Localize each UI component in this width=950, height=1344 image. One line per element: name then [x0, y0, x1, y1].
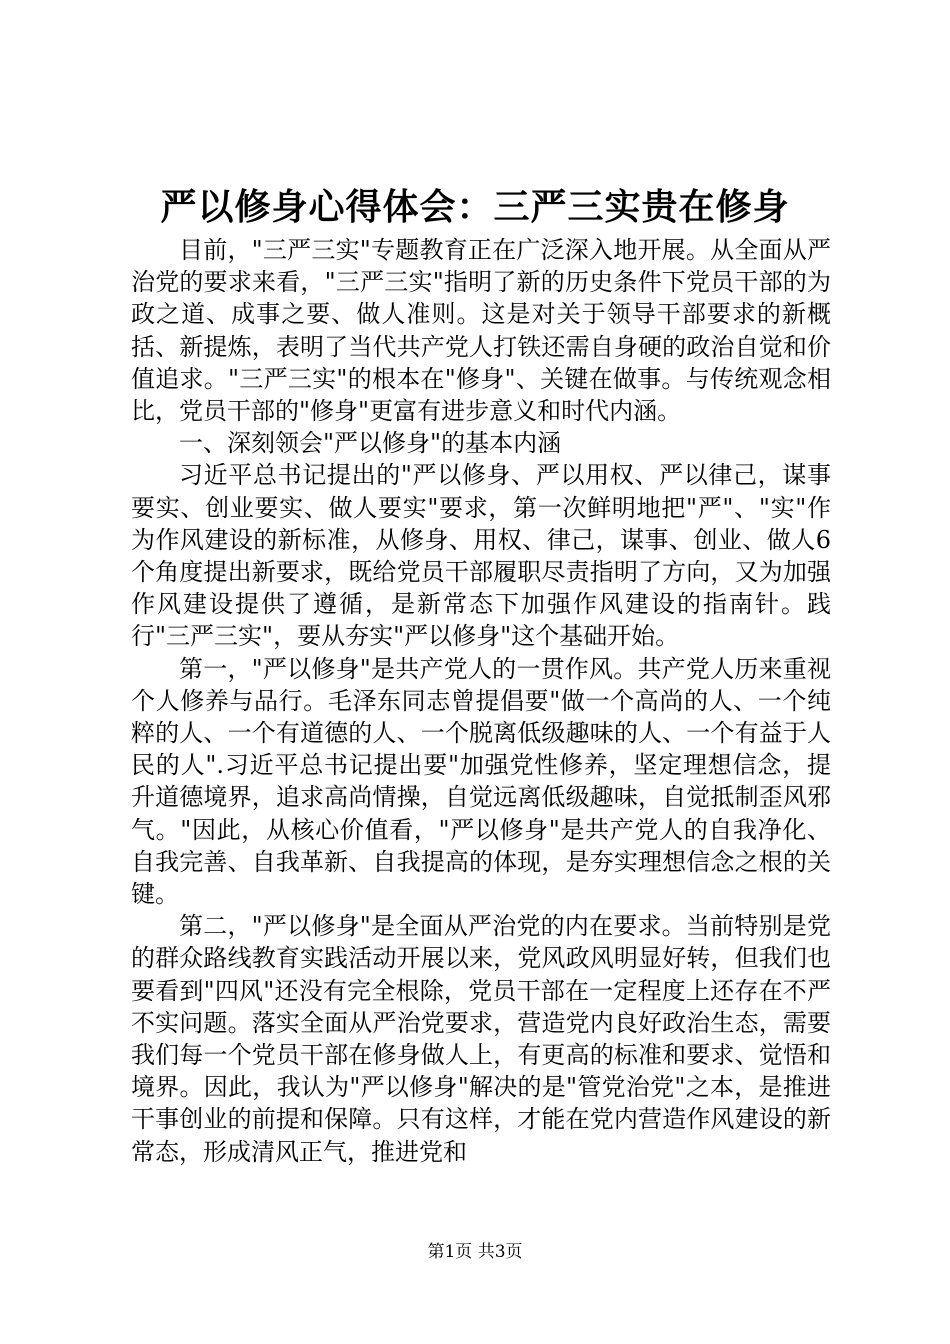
- document-body: [131, 234, 831, 1168]
- paragraph-second-point: 第二，"严以修身"是全面从严治党的内在要求。当前特别是党的群众路线教育实践活动开展以来，党风政风明显好转，但我们也要看到"四风"还没有完全根除，党员干部在一定程度上还存在不严不实问题。落实全面从严治党要求，营造党内良好政治生态，需要我们每一个党员干部在修身做人上，有更高的标准和要求、觉悟和境界。因此，我认为"严以修身"解决的是"管党治党"之本，是推进干事创业的前提和保障。只有这样，才能在党内营造作风建设的新常态，形成清风正气，推进党和: [131, 912, 831, 1166]
- document-title: 严以修身心得体会：三严三实贵在修身: [160, 186, 790, 228]
- paragraph-intro: 目前，"三严三实"专题教育正在广泛深入地开展。从全面从严治党的要求来看，"三严三实"指明了新的历史条件下党员干部的为政之道、成事之要、做人准则。这是对关于领导干部要求的新概括、新提炼，表明了当代共产党人打铁还需自身硬的政治自觉和价值追求。"三严三实"的根本在"修身"、关键在做事。与传统观念相比，党员干部的"修身"更富有进步意义和时代内涵。: [131, 236, 831, 426]
- page-footer: 第1页 共3页: [427, 1242, 523, 1262]
- section-heading: 一、深刻领会"严以修身"的基本内涵: [179, 429, 562, 458]
- paragraph-section-1: 习近平总书记提出的"严以修身、严以用权、严以律己，谋事要实、创业要实、做人要实"要求，第一次鲜明地把"严"、"实"作为作风建设的新标准，从修身、用权、律己，谋事、创业、做人6个角度提出新要求，既给党员干部履职尽责指明了方向，又为加强作风建设提供了遵循，是新常态下加强作风建设的指南针。践行"三严三实"，要从夯实"严以修身"这个基础开始。: [131, 461, 831, 651]
- paragraph-first-point: 第一，"严以修身"是共产党人的一贯作风。共产党人历来重视个人修养与品行。毛泽东同志曾提倡要"做一个高尚的人、一个纯粹的人、一个有道德的人、一个脱离低级趣味的人、一个有益于人民的人".习近平总书记提出要"加强党性修养，坚定理想信念，提升道德境界，追求高尚情操，自觉远离低级趣味，自觉抵制歪风邪气。"因此，从核心价值看，"严以修身"是共产党人的自我净化、自我完善、自我革新、自我提高的体现，是夯实理想信念之根的关键。: [131, 654, 831, 909]
